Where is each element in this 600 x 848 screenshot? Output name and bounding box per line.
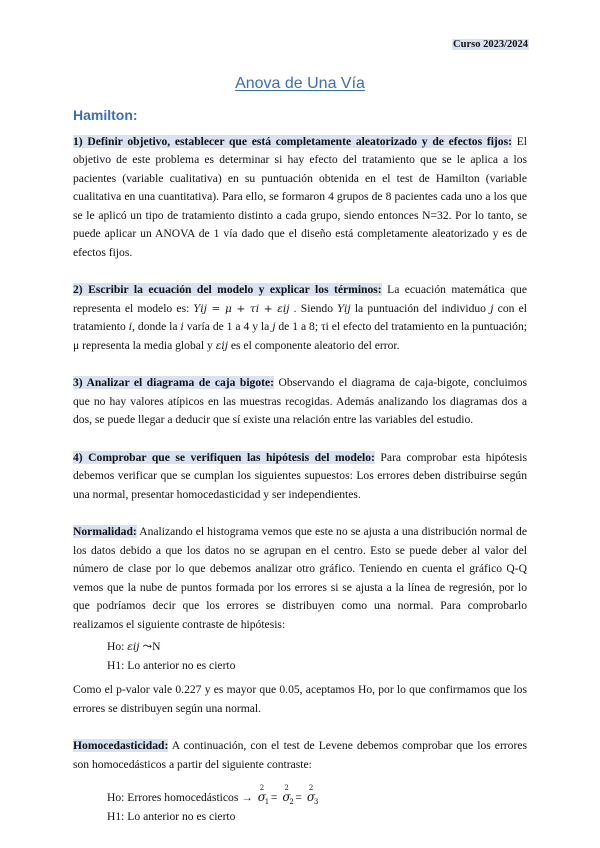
document-title: Anova de Una Vía [235, 74, 365, 92]
model-text: . Siendo [289, 301, 338, 315]
sigma-3 [306, 784, 319, 807]
model-var: j [490, 302, 494, 315]
heading-hypotheses: 4) Comprobar que se verifiquen las hipótesis del modelo: [73, 450, 375, 464]
sigma-symbol: σ [306, 790, 316, 804]
course-label: Curso 2023/2024 [453, 39, 528, 50]
body-homoscedasticity: A continuación, con el test de Levene debemos comprobar que los errores son homocedásticos a partir del siguiente contraste: [73, 739, 527, 771]
heading-objective: 1) Definir objetivo, establecer que está completamente aleatorizado y de efectos fijos: [73, 134, 512, 148]
h0-suffix: ⤳N [139, 640, 161, 653]
sigma-2 [282, 784, 294, 807]
homoscedasticity-h0 [107, 784, 527, 808]
sigma-exp: 2 [308, 784, 314, 792]
normality-h0 [107, 638, 527, 657]
paragraph-objective [73, 133, 527, 263]
model-var: i [128, 321, 133, 333]
sigma-sub: 3 [313, 798, 319, 806]
paragraph-homoscedasticity [73, 737, 527, 774]
heading-model: 2) Escribir la ecuación del modelo y explicar los términos: [73, 283, 382, 296]
model-var: εij [215, 339, 228, 352]
equals-sign: = [270, 791, 278, 804]
section-subtitle: Hamilton: [73, 107, 138, 123]
homoscedasticity-h1: H1: Lo anterior no es cierto [107, 810, 236, 823]
model-text: con el tratamiento [73, 301, 527, 333]
body-hypotheses: Para comprobar esta hipótesis debemos verificar que se cumplan los siguientes supuestos: Los errores deben distribuirse según una normal, presentar homocedasticidad y ser independientes. [73, 450, 527, 501]
sigma-symbol: σ [282, 790, 291, 804]
model-var: Yij [337, 302, 351, 315]
course-header [73, 36, 529, 55]
paragraph-model [73, 281, 527, 355]
model-text: varía de 1 a 4 y la [183, 320, 273, 333]
model-text: de 1 a 8; τi el efecto del tratamiento en la puntuación; μ representa la media global y [73, 320, 527, 352]
model-text: La ecuación matemática que representa el modelo es: [73, 283, 528, 315]
sigma-exp: 2 [259, 784, 265, 792]
sigma-sub: 1 [264, 798, 270, 806]
sigma-exp: 2 [284, 784, 289, 792]
homoscedasticity-hypotheses [107, 784, 527, 827]
heading-normality: Normalidad: [73, 525, 137, 538]
equals-sign: = [295, 791, 302, 804]
h0-prefix: Ho: Errores homocedásticos → [107, 791, 256, 804]
sigma-1 [257, 784, 270, 807]
sigma-symbol: σ [257, 790, 266, 804]
normality-conclusion: Como el p-valor vale 0.227 y es mayor que 0.05, aceptamos Ho, por lo que confirmamos que los errores se distribuyen según una normal. [73, 683, 527, 715]
body-normality: Analizando el histograma vemos que este no se ajusta a una distribución normal de los datos debido a que los datos no se agrupan en el centro. Esto se puede deber al valor del número de clase por lo que debemos analizar otro gráfico. Teniendo en cuenta el gráfico Q-Q vemos que la nube de puntos formada por los errores si se ajusta a la línea de regresión, por lo que podríamos decir que los errores se distribuyen como una normal. Para comprobarlo realizamos el siguiente contraste de hipótesis: [73, 525, 527, 631]
normality-hypotheses [107, 638, 527, 675]
heading-homoscedasticity: Homocedasticidad: [73, 739, 169, 752]
model-text: la puntuación del individuo [350, 301, 491, 315]
body-boxplot: Observando el diagrama de caja-bigote, concluimos que no hay valores atípicos en las muestras recogidas. Además analizando los diagramas dos a dos, se puede llegar a deducir que sí existe una relación entre las variables del estudio. [73, 376, 527, 426]
model-var: i [180, 321, 184, 333]
heading-boxplot: 3) Analizar el diagrama de caja bigote: [73, 376, 274, 389]
body-objective: El objetivo de este problema es determinar si hay efecto del tratamiento que se le aplica a los pacientes (variable cualitativa) en su puntuación obtenida en el test de Hamilton (variable cualitativa en una cuantitativa). Para ello, se formaron 4 grupos de 8 pacientes cada uno a los que se le aplicó un tipo de tratamiento distinto a cada grupo, siendo entonces N=32. Por lo tanto, se puede aplicar un ANOVA de 1 vía dado que el diseño está completamente aleatorizado y es de efectos fijos. [73, 134, 528, 259]
sigma-sub: 2 [289, 798, 294, 806]
normality-h1: H1: Lo anterior no es cierto [107, 658, 236, 672]
paragraph-hypotheses [73, 449, 527, 505]
h0-var: εij [127, 641, 140, 653]
model-text: , donde la [132, 320, 181, 333]
paragraph-boxplot [73, 374, 527, 430]
model-var: j [272, 321, 276, 333]
paragraph-normality [73, 523, 527, 634]
model-equation: Yij = μ + τi + εij [193, 302, 290, 315]
h0-prefix: Ho: [107, 640, 128, 653]
model-text: es el componente aleatorio del error. [227, 338, 400, 352]
